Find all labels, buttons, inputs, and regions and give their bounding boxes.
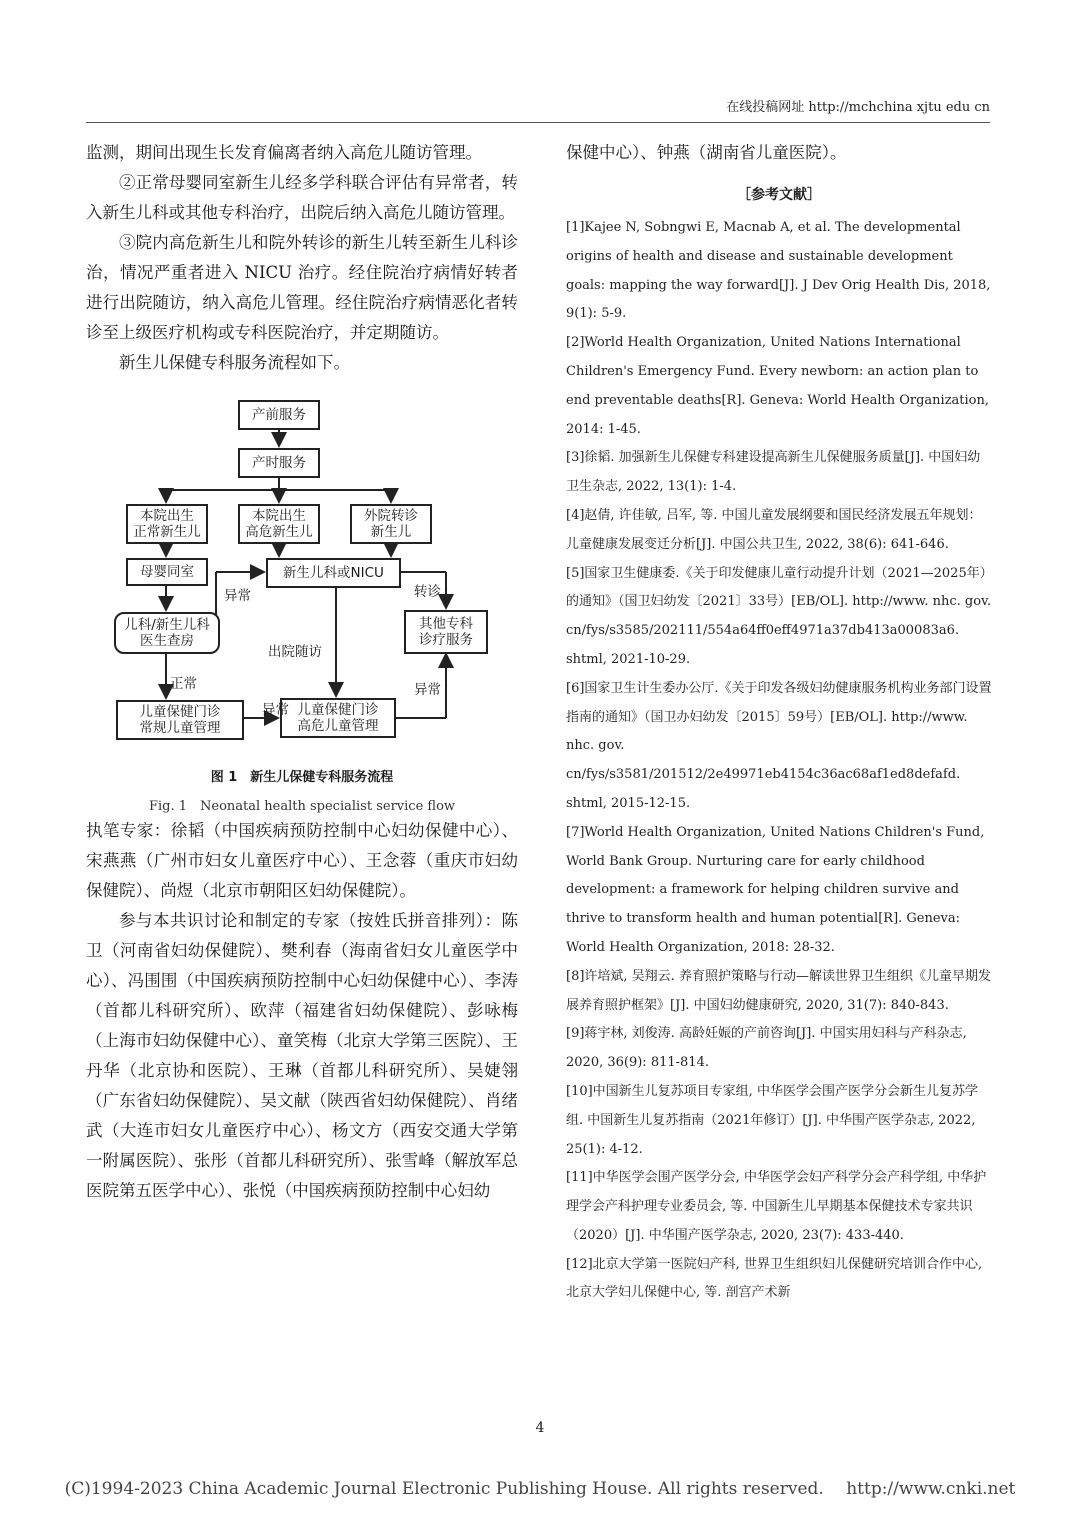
flow-label-transfer: 转诊 xyxy=(414,584,441,600)
flow-label-abnormal: 异常 xyxy=(262,702,289,718)
reference-item: [8]许培斌, 吴翔云. 养育照护策略与行动—解读世界卫生组织《儿童早期发展养育照护框架》[J]. 中国妇幼健康研究, 2020, 31(7): 840-843. xyxy=(566,968,991,1013)
copyright-footer: (C)1994-2023 China Academic Journal Electronic Publishing House. All rights reserved. http://www.cnki.net xyxy=(64,1479,1016,1499)
flow-box-other-specialty: 其他专科 诊疗服务 xyxy=(404,610,488,654)
reference-item: [1]Kajee N, Sobngwi E, Macnab A, et al. The developmental origins of health and disease and sustainable development goals: mapping the way forward[J]. J Dev Orig Health Dis, 2018, 9(1): 5-9. xyxy=(566,220,991,322)
reference-item: [6]国家卫生计生委办公厅.《关于印发各级妇幼健康服务机构业务部门设置指南的通知》（国卫办妇幼发〔2015〕59号）[EB/OL]. http://www. nhc. gov. cn/fys/s3581/201512/2e49971eb4154c36ac68af1ed8defafd. shtml, 2015-12-15. xyxy=(566,680,992,811)
flow-label-abnormal: 异常 xyxy=(414,682,441,698)
running-header xyxy=(86,96,990,123)
reference-item: [11]中华医学会围产医学分会, 中华医学会妇产科学分会产科学组, 中华护理学会产科护理专业委员会, 等. 中国新生儿早期基本保健技术专家共识（2020）[J]. 中华围产医学杂志, 2020, 23(7): 433-440. xyxy=(566,1170,987,1243)
paragraph: 新生儿保健专科服务流程如下。 xyxy=(119,353,350,372)
paragraph: 参与本共识讨论和制定的专家（按姓氏拼音排列）：陈卫（河南省妇幼保健院）、樊利春（海南省妇女儿童医学中心）、冯围围（中国疾病预防控制中心妇幼保健中心）、李涛（首都儿科研究所）、欧萍（福建省妇幼保健院）、彭咏梅（上海市妇幼保健中心）、童笑梅（北京大学第三医院）、王丹华（北京协和医院）、王琳（首都儿科研究所）、吴婕翎（广东省妇幼保健院）、吴文献（陕西省妇幼保健院）、肖绪武（大连市妇女儿童医疗中心）、杨文方（西安交通大学第一附属医院）、张彤（首都儿科研究所）、张雪峰（解放军总医院第五医学中心）、张悦（中国疾病预防控制中心妇幼 xyxy=(86,911,518,1200)
figure-caption-en: Fig. 1 Neonatal health specialist service flow xyxy=(148,799,456,814)
flow-box-normal-birth: 本院出生 正常新生儿 xyxy=(126,504,208,544)
flow-box-ward-round: 儿科/新生儿科 医生查房 xyxy=(114,612,220,654)
figure-caption-cn: 图 1 新生儿保健专科服务流程 xyxy=(210,770,394,785)
reference-item: [3]徐韬. 加强新生儿保健专科建设提高新生儿保健服务质量[J]. 中国妇幼卫生杂志, 2022, 13(1): 1-4. xyxy=(566,450,981,495)
paragraph: 执笔专家：徐韬（中国疾病预防控制中心妇幼保健中心）、宋燕燕（广州市妇女儿童医疗中心）、王念蓉（重庆市妇幼保健院）、尚煜（北京市朝阳区妇幼保健院）。 xyxy=(86,821,518,900)
paragraph: ②正常母婴同室新生儿经多学科联合评估有异常者，转入新生儿科或其他专科治疗，出院后纳入高危儿随访管理。 xyxy=(86,173,518,222)
reference-item: [2]World Health Organization, United Nations International Children's Emergency Fund. Every newborn: an action plan to end preventable deaths[R]. Geneva: World Health Organization, 2014: 1-45. xyxy=(566,335,990,437)
page-number: 4 xyxy=(535,1420,545,1436)
flow-box-highrisk-care: 儿童保健门诊 高危儿童管理 xyxy=(280,698,396,738)
flow-box-prenatal: 产前服务 xyxy=(238,400,320,430)
flow-box-transfer-in: 外院转诊 新生儿 xyxy=(350,504,432,544)
right-column xyxy=(566,138,992,1308)
flowchart-figure xyxy=(86,396,518,756)
flow-box-intrapartum: 产时服务 xyxy=(238,448,320,478)
paragraph: 保健中心）、钟燕（湖南省儿童医院）。 xyxy=(566,143,847,162)
paragraph: ③院内高危新生儿和院外转诊的新生儿转至新生儿科诊治，情况严重者进入 NICU 治疗。经住院治疗病情好转者进行出院随访，纳入高危儿管理。经住院治疗病情恶化者转诊至上级医疗机构或专科医院治疗，并定期随访。 xyxy=(86,233,518,342)
flow-label-normal: 正常 xyxy=(170,676,197,692)
flow-box-highrisk-birth: 本院出生 高危新生儿 xyxy=(238,504,320,544)
references-heading: ［参考文献］ xyxy=(737,187,821,203)
flow-box-rooming-in: 母婴同室 xyxy=(126,558,208,586)
flow-label-discharge-followup: 出院随访 xyxy=(268,644,322,660)
paragraph: 监测，期间出现生长发育偏离者纳入高危儿随访管理。 xyxy=(86,143,482,162)
flow-label-abnormal: 异常 xyxy=(224,588,251,604)
header-url-text: 在线投稿网址 http://mchchina xjtu edu cn xyxy=(726,100,990,115)
flow-box-nicu: 新生儿科或NICU xyxy=(266,558,401,588)
reference-item: [12]北京大学第一医院妇产科, 世界卫生组织妇儿保健研究培训合作中心, 北京大学妇儿保健中心, 等. 剖宫产术新 xyxy=(566,1256,983,1301)
reference-item: [7]World Health Organization, United Nations Children's Fund, World Bank Group. Nurturing care for early childhood development: a framework for helping children survive and thrive to transform health and human potential[R]. Geneva: World Health Organization, 2018: 28-32. xyxy=(566,824,985,955)
reference-item: [4]赵倩, 许佳敏, 吕军, 等. 中国儿童发展纲要和国民经济发展五年规划：儿童健康发展变迁分析[J]. 中国公共卫生, 2022, 38(6): 641-646. xyxy=(566,507,982,552)
reference-item: [10]中国新生儿复苏项目专家组, 中华医学会围产医学分会新生儿复苏学组. 中国新生儿复苏指南（2021年修订）[J]. 中华围产医学杂志, 2022, 25(1): 4-12. xyxy=(566,1083,978,1157)
left-column xyxy=(86,138,518,1206)
reference-item: [5]国家卫生健康委.《关于印发健康儿童行动提升计划（2021—2025年）的通知》（国卫妇幼发〔2021〕33号）[EB/OL]. http://www. nhc. gov. cn/fys/s3585/202111/554a64ff0eff4971a37db413a00083a6. shtml, 2021-10-29. xyxy=(566,565,992,667)
reference-item: [9]蒋宇林, 刘俊涛. 高龄妊娠的产前咨询[J]. 中国实用妇科与产科杂志, 2020, 36(9): 811-814. xyxy=(566,1026,967,1071)
flow-box-routine-care: 儿童保健门诊 常规儿童管理 xyxy=(116,700,244,740)
